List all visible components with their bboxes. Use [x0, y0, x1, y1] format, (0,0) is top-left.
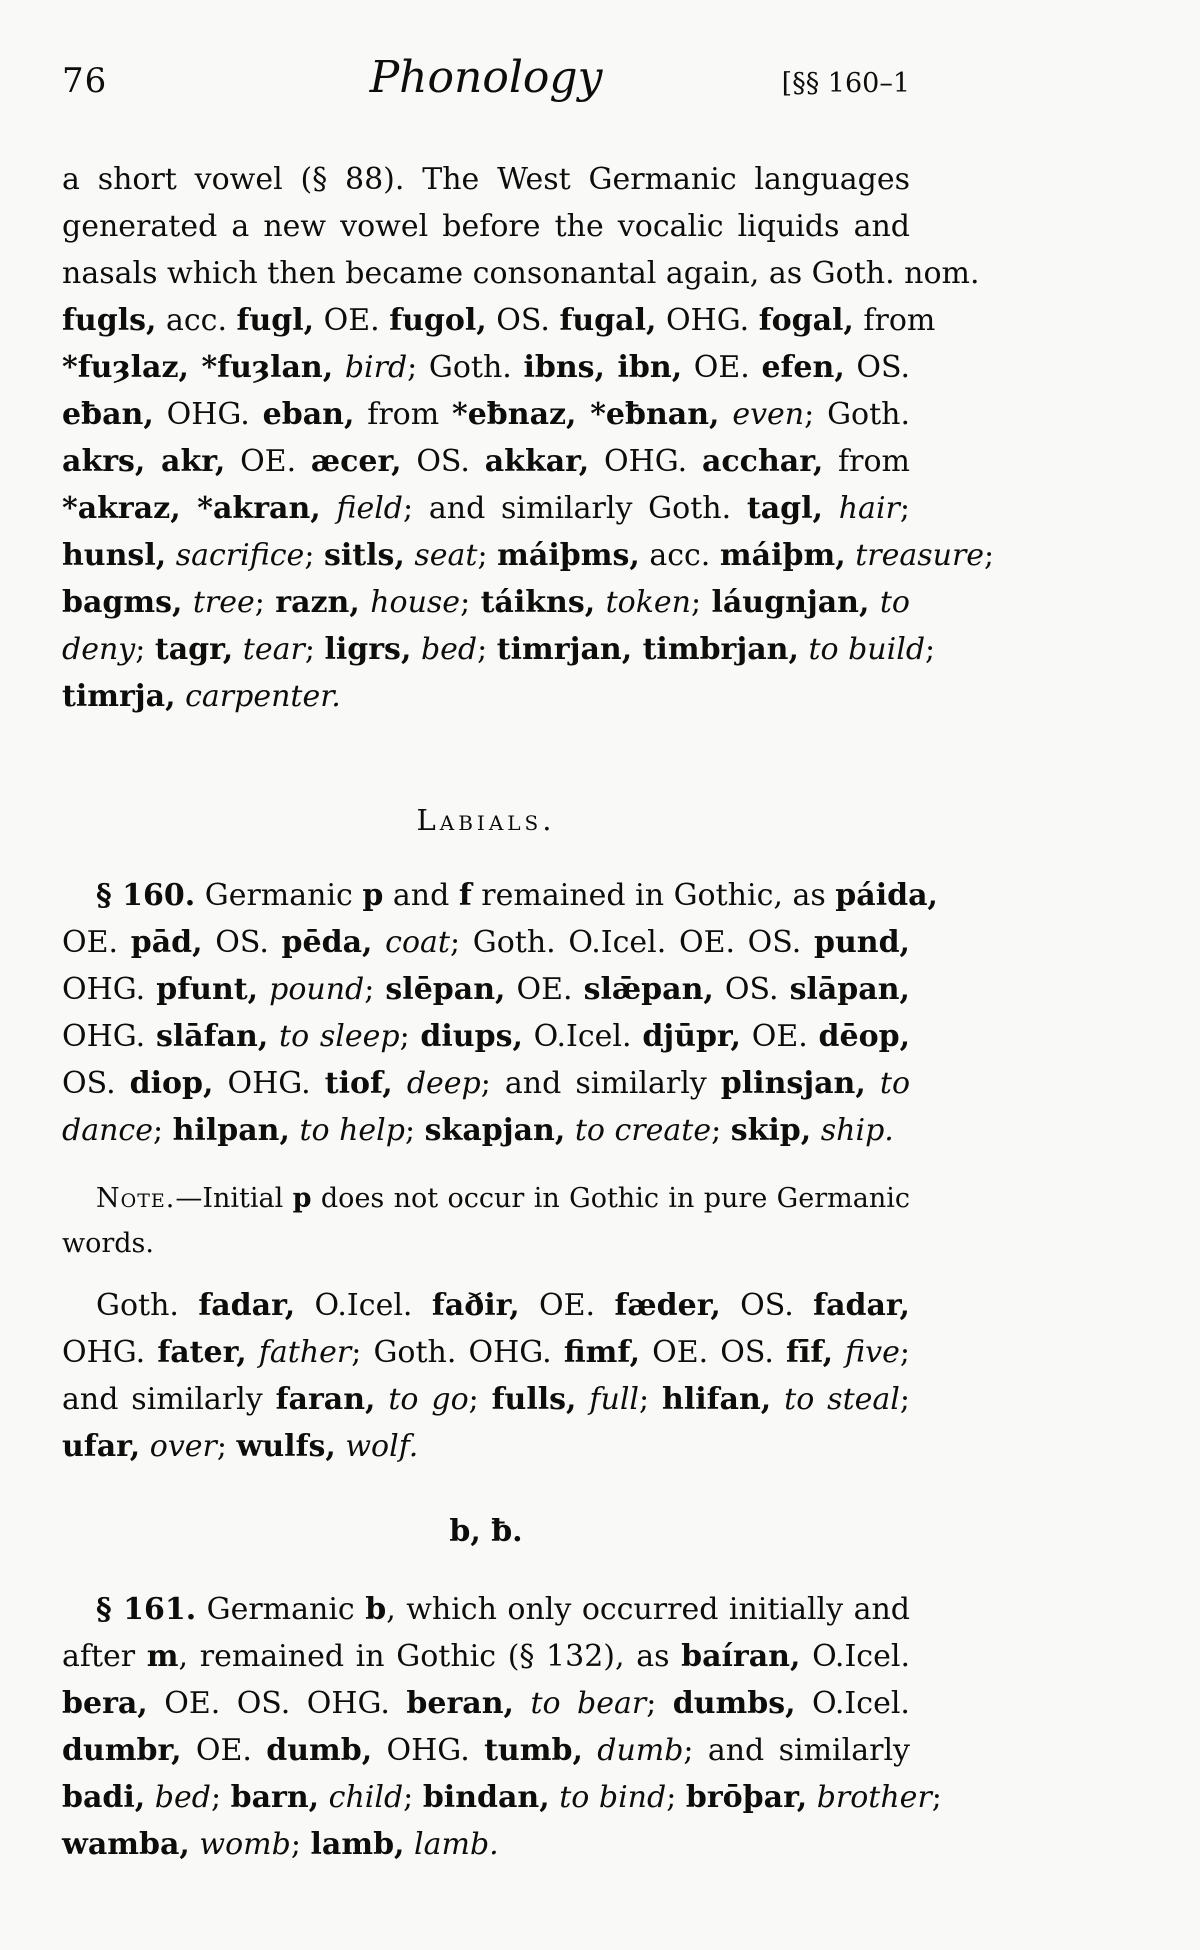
- text-run: [823, 491, 839, 526]
- text-line: [62, 1376, 910, 1423]
- text-run: OE.: [519, 1288, 615, 1323]
- text-run: to bind: [559, 1780, 667, 1815]
- text-run: ;: [399, 1019, 421, 1054]
- text-run: *akraz, *akran,: [62, 491, 321, 526]
- text-run: OS.: [844, 350, 911, 385]
- text-run: ;: [899, 1335, 910, 1370]
- text-run: baíran,: [681, 1639, 801, 1674]
- text-run: [771, 1382, 784, 1417]
- text-run: [869, 585, 879, 620]
- text-run: Germanic: [196, 1592, 366, 1627]
- text-run: ; and similarly: [683, 1733, 910, 1768]
- text-run: [182, 585, 192, 620]
- page-number: 76: [62, 61, 108, 101]
- text-run: to bear: [530, 1686, 647, 1721]
- text-run: lamb,: [310, 1827, 405, 1862]
- text-run: fugl,: [236, 303, 315, 338]
- text-run: fimf,: [563, 1335, 641, 1370]
- text-run: words.: [62, 1228, 154, 1259]
- text-run: OE. OS.: [640, 1335, 787, 1370]
- text-run: after: [62, 1639, 147, 1674]
- text-run: OS.: [401, 444, 485, 479]
- note-paragraph: [62, 1176, 910, 1266]
- text-run: OHG.: [62, 1019, 156, 1054]
- text-run: pund,: [813, 925, 911, 960]
- text-run: hilpan,: [172, 1113, 290, 1148]
- text-run: OE.: [62, 925, 131, 960]
- text-line: [62, 391, 910, 438]
- text-run: [372, 925, 385, 960]
- text-run: djūpr,: [642, 1019, 741, 1054]
- text-run: from: [853, 303, 936, 338]
- text-run: [145, 1780, 155, 1815]
- text-run: slēpan,: [385, 972, 506, 1007]
- text-run: [176, 679, 186, 714]
- text-run: § 160.: [96, 878, 196, 913]
- text-run: ; Goth.: [804, 397, 911, 432]
- text-run: badi,: [62, 1780, 146, 1815]
- text-run: OS.: [720, 1288, 814, 1323]
- text-run: ;: [403, 1780, 423, 1815]
- text-run: ship.: [820, 1113, 894, 1148]
- text-run: ;: [210, 1780, 231, 1815]
- text-run: bed: [420, 632, 478, 667]
- text-run: dumb,: [266, 1733, 373, 1768]
- text-run: dance: [62, 1113, 153, 1148]
- text-run: ;: [216, 1429, 237, 1464]
- text-run: [375, 1382, 388, 1417]
- text-run: tear: [242, 632, 305, 667]
- labials-heading: Labials.: [416, 803, 556, 837]
- text-line: [62, 203, 910, 250]
- text-run: bindan,: [422, 1780, 550, 1815]
- text-run: fadar,: [813, 1288, 910, 1323]
- text-run: eban,: [262, 397, 355, 432]
- text-run: tagr,: [154, 632, 234, 667]
- text-run: ibns, ibn,: [523, 350, 683, 385]
- text-run: ;: [477, 632, 497, 667]
- text-run: f: [458, 878, 472, 913]
- text-run: dumbs,: [672, 1686, 796, 1721]
- text-run: to create: [574, 1113, 712, 1148]
- text-run: [404, 1827, 414, 1862]
- text-run: tree: [192, 585, 255, 620]
- text-line: [62, 156, 910, 203]
- text-run: to: [879, 585, 910, 620]
- text-run: sacrifice: [175, 538, 305, 573]
- text-line: [62, 250, 980, 297]
- text-run: *fuȝlaz, *fuȝlan,: [62, 350, 334, 385]
- text-run: [247, 1335, 259, 1370]
- text-run: to sleep: [279, 1019, 400, 1054]
- text-line: [62, 297, 936, 344]
- text-line: [62, 1586, 910, 1633]
- text-run: wulfs,: [236, 1429, 336, 1464]
- text-run: O.Icel.: [522, 1019, 643, 1054]
- text-line: [62, 1821, 910, 1868]
- running-header: [62, 52, 910, 126]
- text-run: treasure: [855, 538, 985, 573]
- text-run: pfunt,: [156, 972, 259, 1007]
- text-run: [258, 972, 269, 1007]
- text-run: [550, 1780, 560, 1815]
- paragraph-intro: [62, 156, 995, 720]
- text-run: token: [605, 585, 691, 620]
- text-run: fīf,: [786, 1335, 834, 1370]
- text-run: deny: [62, 632, 136, 667]
- text-run: tagl,: [746, 491, 823, 526]
- text-run: Goth.: [96, 1288, 199, 1323]
- text-run: faran,: [275, 1382, 376, 1417]
- text-run: ;: [290, 1827, 311, 1862]
- text-run: ; Goth.: [407, 350, 524, 385]
- text-run: acc.: [639, 538, 720, 573]
- text-run: OE.: [505, 972, 584, 1007]
- text-run: eƀan,: [62, 397, 154, 432]
- text-run: [807, 1780, 817, 1815]
- text-run: remained in Gothic, as: [471, 878, 836, 913]
- text-run: bed: [154, 1780, 211, 1815]
- text-run: ufar,: [62, 1429, 141, 1464]
- text-run: and similarly: [62, 1382, 276, 1417]
- text-run: bera,: [62, 1686, 148, 1721]
- text-run: OHG.: [62, 972, 157, 1007]
- text-run: [360, 585, 370, 620]
- text-line: [62, 532, 995, 579]
- text-line: [62, 872, 938, 919]
- text-run: skip,: [730, 1113, 812, 1148]
- text-run: [811, 1113, 821, 1148]
- text-run: child: [328, 1780, 404, 1815]
- text-run: field: [336, 491, 404, 526]
- text-run: [319, 1780, 329, 1815]
- text-run: dumb: [597, 1733, 684, 1768]
- text-run: [393, 1066, 407, 1101]
- text-run: fulls,: [491, 1382, 577, 1417]
- text-run: bagms,: [62, 585, 183, 620]
- text-run: táikns,: [480, 585, 596, 620]
- text-line: [62, 1329, 910, 1376]
- text-run: [866, 1066, 880, 1101]
- text-run: [336, 1429, 346, 1464]
- text-run: slǣpan,: [583, 972, 714, 1007]
- text-run: OHG.: [589, 444, 702, 479]
- text-run: faðir,: [431, 1288, 520, 1323]
- text-run: akrs, akr,: [62, 444, 226, 479]
- text-run: ;: [925, 632, 936, 667]
- text-run: OHG.: [62, 1335, 158, 1370]
- paragraph-fadar: [62, 1282, 910, 1470]
- text-run: acchar,: [701, 444, 824, 479]
- text-run: , which only occurred initially and: [386, 1592, 910, 1627]
- text-run: ; and similarly: [480, 1066, 721, 1101]
- text-run: diop,: [129, 1066, 214, 1101]
- text-line: [62, 1727, 910, 1774]
- text-run: ;: [690, 585, 712, 620]
- text-line: [62, 1423, 910, 1470]
- text-run: fugol,: [389, 303, 487, 338]
- text-run: skapjan,: [424, 1113, 566, 1148]
- text-run: over: [149, 1429, 217, 1464]
- text-line: [62, 438, 910, 485]
- text-run: ligrs,: [324, 632, 412, 667]
- text-run: five: [845, 1335, 900, 1370]
- text-run: akkar,: [484, 444, 590, 479]
- text-run: a short vowel (§ 88). The West Germanic languages: [62, 162, 910, 197]
- text-run: pēda,: [281, 925, 373, 960]
- text-run: máiþms,: [497, 538, 640, 573]
- text-line: [62, 344, 910, 391]
- text-run: sitls,: [323, 538, 405, 573]
- text-run: OE.: [682, 350, 762, 385]
- text-run: ;: [899, 491, 910, 526]
- text-run: father: [258, 1335, 352, 1370]
- text-run: OE.: [741, 1019, 819, 1054]
- b-section-heading: b, ƀ.: [449, 1514, 523, 1549]
- text-run: ;: [364, 972, 386, 1007]
- text-run: OS.: [713, 972, 790, 1007]
- text-run: p: [362, 878, 384, 913]
- text-run: b: [365, 1592, 387, 1627]
- text-run: ;: [711, 1113, 731, 1148]
- text-run: O.Icel.: [295, 1288, 432, 1323]
- text-run: dumbr,: [62, 1733, 182, 1768]
- text-run: [405, 538, 415, 573]
- text-run: fogal,: [758, 303, 854, 338]
- text-run: ;: [666, 1780, 686, 1815]
- text-run: ;: [135, 632, 155, 667]
- text-run: OS.: [486, 303, 560, 338]
- text-run: [233, 632, 243, 667]
- text-run: ;: [460, 585, 481, 620]
- text-run: brother: [816, 1780, 932, 1815]
- text-run: Note.: [96, 1183, 176, 1214]
- text-run: to steal: [784, 1382, 900, 1417]
- text-run: hair: [838, 491, 900, 526]
- text-run: OS.: [202, 925, 282, 960]
- text-run: timrja,: [62, 679, 176, 714]
- text-run: [720, 397, 733, 432]
- text-run: tiof,: [324, 1066, 393, 1101]
- text-run: deep: [406, 1066, 481, 1101]
- text-run: slāfan,: [155, 1019, 269, 1054]
- text-run: *eƀnaz, *eƀnan,: [452, 397, 720, 432]
- text-run: p: [292, 1183, 312, 1214]
- text-run: [268, 1019, 279, 1054]
- text-run: ;: [304, 632, 325, 667]
- text-run: Germanic: [195, 878, 363, 913]
- text-run: does not occur in Gothic in pure Germanic: [311, 1183, 910, 1214]
- text-run: brōþar,: [685, 1780, 808, 1815]
- text-run: [846, 538, 856, 573]
- text-run: hlifan,: [662, 1382, 772, 1417]
- text-run: [514, 1686, 530, 1721]
- text-run: OHG.: [656, 303, 759, 338]
- text-run: [166, 538, 176, 573]
- text-run: [140, 1429, 150, 1464]
- text-line: [62, 485, 910, 532]
- text-run: hunsl,: [62, 538, 167, 573]
- text-run: wamba,: [62, 1827, 190, 1862]
- text-line: [62, 1107, 910, 1154]
- text-run: fæder,: [614, 1288, 721, 1323]
- text-run: [583, 1733, 597, 1768]
- text-run: [577, 1382, 590, 1417]
- text-run: ; Goth. O.Icel. OE. OS.: [449, 925, 814, 960]
- text-run: efen,: [761, 350, 845, 385]
- text-run: OE.: [314, 303, 390, 338]
- text-run: nasals which then became consonantal again, as Goth. nom.: [62, 256, 980, 291]
- paragraph-section-161: [62, 1586, 942, 1868]
- text-run: fugls,: [62, 303, 157, 338]
- text-run: fadar,: [198, 1288, 296, 1323]
- text-run: OS.: [62, 1066, 130, 1101]
- text-run: fugal,: [559, 303, 657, 338]
- text-run: [411, 632, 421, 667]
- text-run: æcer,: [310, 444, 402, 479]
- text-run: ;: [899, 1382, 910, 1417]
- text-run: full: [589, 1382, 640, 1417]
- text-run: ;: [639, 1382, 663, 1417]
- text-run: ;: [404, 1113, 425, 1148]
- text-run: pound: [269, 972, 365, 1007]
- text-run: even: [732, 397, 805, 432]
- text-run: , remained in Gothic (§ 132), as: [178, 1639, 682, 1674]
- text-run: ;: [477, 538, 498, 573]
- text-run: OE.: [225, 444, 311, 479]
- text-run: m: [146, 1639, 179, 1674]
- text-run: láugnjan,: [711, 585, 870, 620]
- text-run: lamb.: [414, 1827, 499, 1862]
- text-run: house: [370, 585, 461, 620]
- text-line: [62, 1680, 910, 1727]
- text-run: tumb,: [484, 1733, 583, 1768]
- text-run: carpenter.: [185, 679, 341, 714]
- text-line: [62, 1633, 910, 1680]
- text-run: máiþm,: [719, 538, 846, 573]
- text-line: [62, 626, 936, 673]
- text-run: to go: [388, 1382, 469, 1417]
- text-line: [62, 1774, 942, 1821]
- text-line: [62, 1176, 910, 1221]
- text-line: [62, 919, 910, 966]
- text-run: § 161.: [96, 1592, 197, 1627]
- text-run: [565, 1113, 575, 1148]
- text-run: and: [383, 878, 459, 913]
- text-run: ;: [931, 1780, 942, 1815]
- text-run: ;: [646, 1686, 673, 1721]
- text-line: [62, 1013, 910, 1060]
- text-run: generated a new vowel before the vocalic liquids and: [62, 209, 910, 244]
- text-run: plinsjan,: [720, 1066, 866, 1101]
- text-run: páida,: [835, 878, 938, 913]
- text-run: —Initial: [175, 1183, 293, 1214]
- text-run: bird: [344, 350, 408, 385]
- text-run: ;: [304, 538, 324, 573]
- text-run: ;: [984, 538, 995, 573]
- text-run: [595, 585, 605, 620]
- text-line: [62, 1282, 910, 1329]
- text-run: slāpan,: [789, 972, 910, 1007]
- text-run: beran,: [406, 1686, 514, 1721]
- text-line: [62, 966, 910, 1013]
- text-run: [321, 491, 337, 526]
- paragraph-section-160: [62, 872, 938, 1154]
- text-run: fater,: [157, 1335, 247, 1370]
- text-run: O.Icel.: [795, 1686, 910, 1721]
- text-run: ; and similarly Goth.: [403, 491, 747, 526]
- section-reference: [§§ 160–1: [781, 68, 911, 99]
- text-run: womb: [199, 1827, 291, 1862]
- text-run: ;: [254, 585, 276, 620]
- text-run: ;: [152, 1113, 173, 1148]
- text-run: to build: [808, 632, 926, 667]
- text-run: [333, 350, 345, 385]
- text-run: pād,: [130, 925, 203, 960]
- running-title: Phonology: [369, 52, 603, 103]
- text-line: [62, 1221, 910, 1266]
- text-run: coat: [385, 925, 450, 960]
- text-run: seat: [414, 538, 478, 573]
- text-run: OE.: [181, 1733, 267, 1768]
- text-run: OHG.: [213, 1066, 325, 1101]
- text-run: diups,: [420, 1019, 523, 1054]
- text-line: [62, 673, 910, 720]
- text-run: razn,: [275, 585, 360, 620]
- text-line: [62, 1060, 910, 1107]
- text-run: barn,: [230, 1780, 320, 1815]
- text-run: to help: [299, 1113, 405, 1148]
- text-run: ; Goth. OHG.: [351, 1335, 564, 1370]
- text-run: timrjan, timbrjan,: [496, 632, 799, 667]
- text-run: [190, 1827, 200, 1862]
- text-run: to: [879, 1066, 911, 1101]
- text-run: from: [823, 444, 910, 479]
- text-run: OE. OS. OHG.: [147, 1686, 407, 1721]
- text-line: [62, 579, 910, 626]
- text-run: ;: [468, 1382, 492, 1417]
- text-run: O.Icel.: [800, 1639, 910, 1674]
- text-run: OHG.: [372, 1733, 485, 1768]
- text-run: [833, 1335, 845, 1370]
- text-run: wolf.: [345, 1429, 419, 1464]
- text-run: dēop,: [818, 1019, 911, 1054]
- text-run: from: [354, 397, 453, 432]
- text-run: acc.: [156, 303, 237, 338]
- text-run: OHG.: [153, 397, 263, 432]
